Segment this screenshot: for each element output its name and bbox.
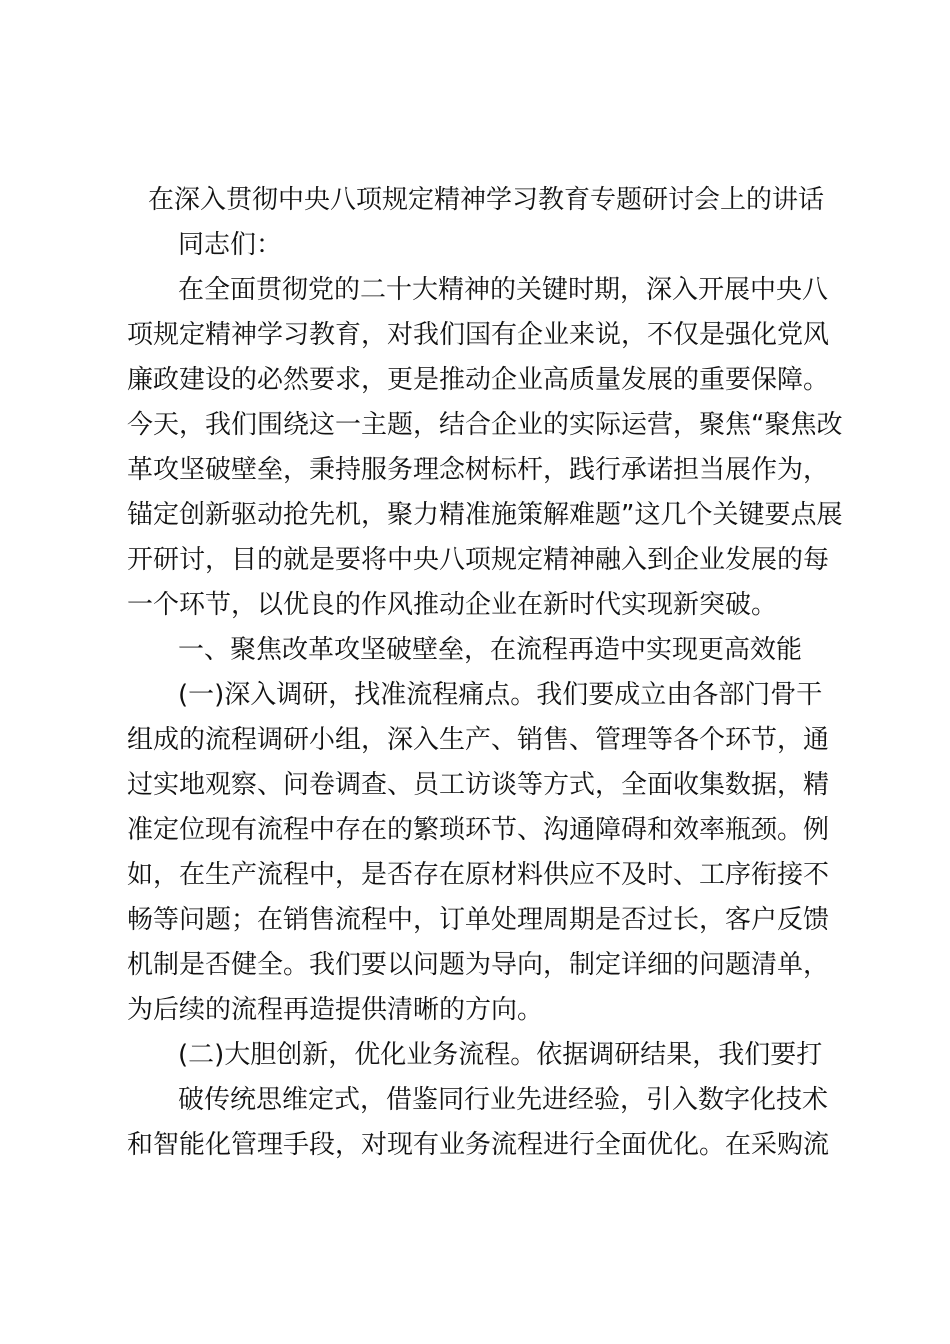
paragraph-line: 过实地观察、问卷调查、员工访谈等方式，全面收集数据，精 bbox=[127, 770, 830, 800]
paragraph-line: 锚定创新驱动抢先机，聚力精准施策解难题”这几个关键要点展 bbox=[127, 500, 843, 530]
paragraph-line: 今天，我们围绕这一主题，结合企业的实际运营，聚焦“聚焦改 bbox=[127, 410, 843, 440]
paragraph-line: (二)大胆创新，优化业务流程。依据调研结果，我们要打 bbox=[178, 1040, 823, 1070]
salutation: 同志们： bbox=[178, 230, 283, 260]
paragraph-line: 革攻坚破壁垒，秉持服务理念树标杆，践行承诺担当展作为， bbox=[127, 455, 830, 485]
paragraph-line: 一个环节，以优良的作风推动企业在新时代实现新突破。 bbox=[127, 590, 778, 620]
paragraph-line: 为后续的流程再造提供清晰的方向。 bbox=[127, 995, 544, 1025]
paragraph-line: 机制是否健全。我们要以问题为导向，制定详细的问题清单， bbox=[127, 950, 830, 980]
paragraph-line: 如，在生产流程中，是否存在原材料供应不及时、工序衔接不 bbox=[127, 860, 830, 890]
paragraph-line: 在全面贯彻党的二十大精神的关键时期，深入开展中央八 bbox=[178, 275, 829, 305]
section-heading: 一、聚焦改革攻坚破壁垒，在流程再造中实现更高效能 bbox=[178, 635, 803, 665]
paragraph-line: 准定位现有流程中存在的繁琐环节、沟通障碍和效率瓶颈。例 bbox=[127, 815, 830, 845]
paragraph-line: (一)深入调研，找准流程痛点。我们要成立由各部门骨干 bbox=[178, 680, 823, 710]
paragraph-line: 廉政建设的必然要求，更是推动企业高质量发展的重要保障。 bbox=[127, 365, 830, 395]
paragraph-line: 和智能化管理手段，对现有业务流程进行全面优化。在采购流 bbox=[127, 1130, 830, 1160]
document-title: 在深入贯彻中央八项规定精神学习教育专题研讨会上的讲话 bbox=[148, 185, 825, 215]
paragraph-line: 破传统思维定式，借鉴同行业先进经验，引入数字化技术 bbox=[178, 1085, 829, 1115]
paragraph-line: 开研讨，目的就是要将中央八项规定精神融入到企业发展的每 bbox=[127, 545, 830, 575]
paragraph-line: 项规定精神学习教育，对我们国有企业来说，不仅是强化党风 bbox=[127, 320, 830, 350]
paragraph-line: 组成的流程调研小组，深入生产、销售、管理等各个环节，通 bbox=[127, 725, 830, 755]
paragraph-line: 畅等问题；在销售流程中，订单处理周期是否过长，客户反馈 bbox=[127, 905, 830, 935]
